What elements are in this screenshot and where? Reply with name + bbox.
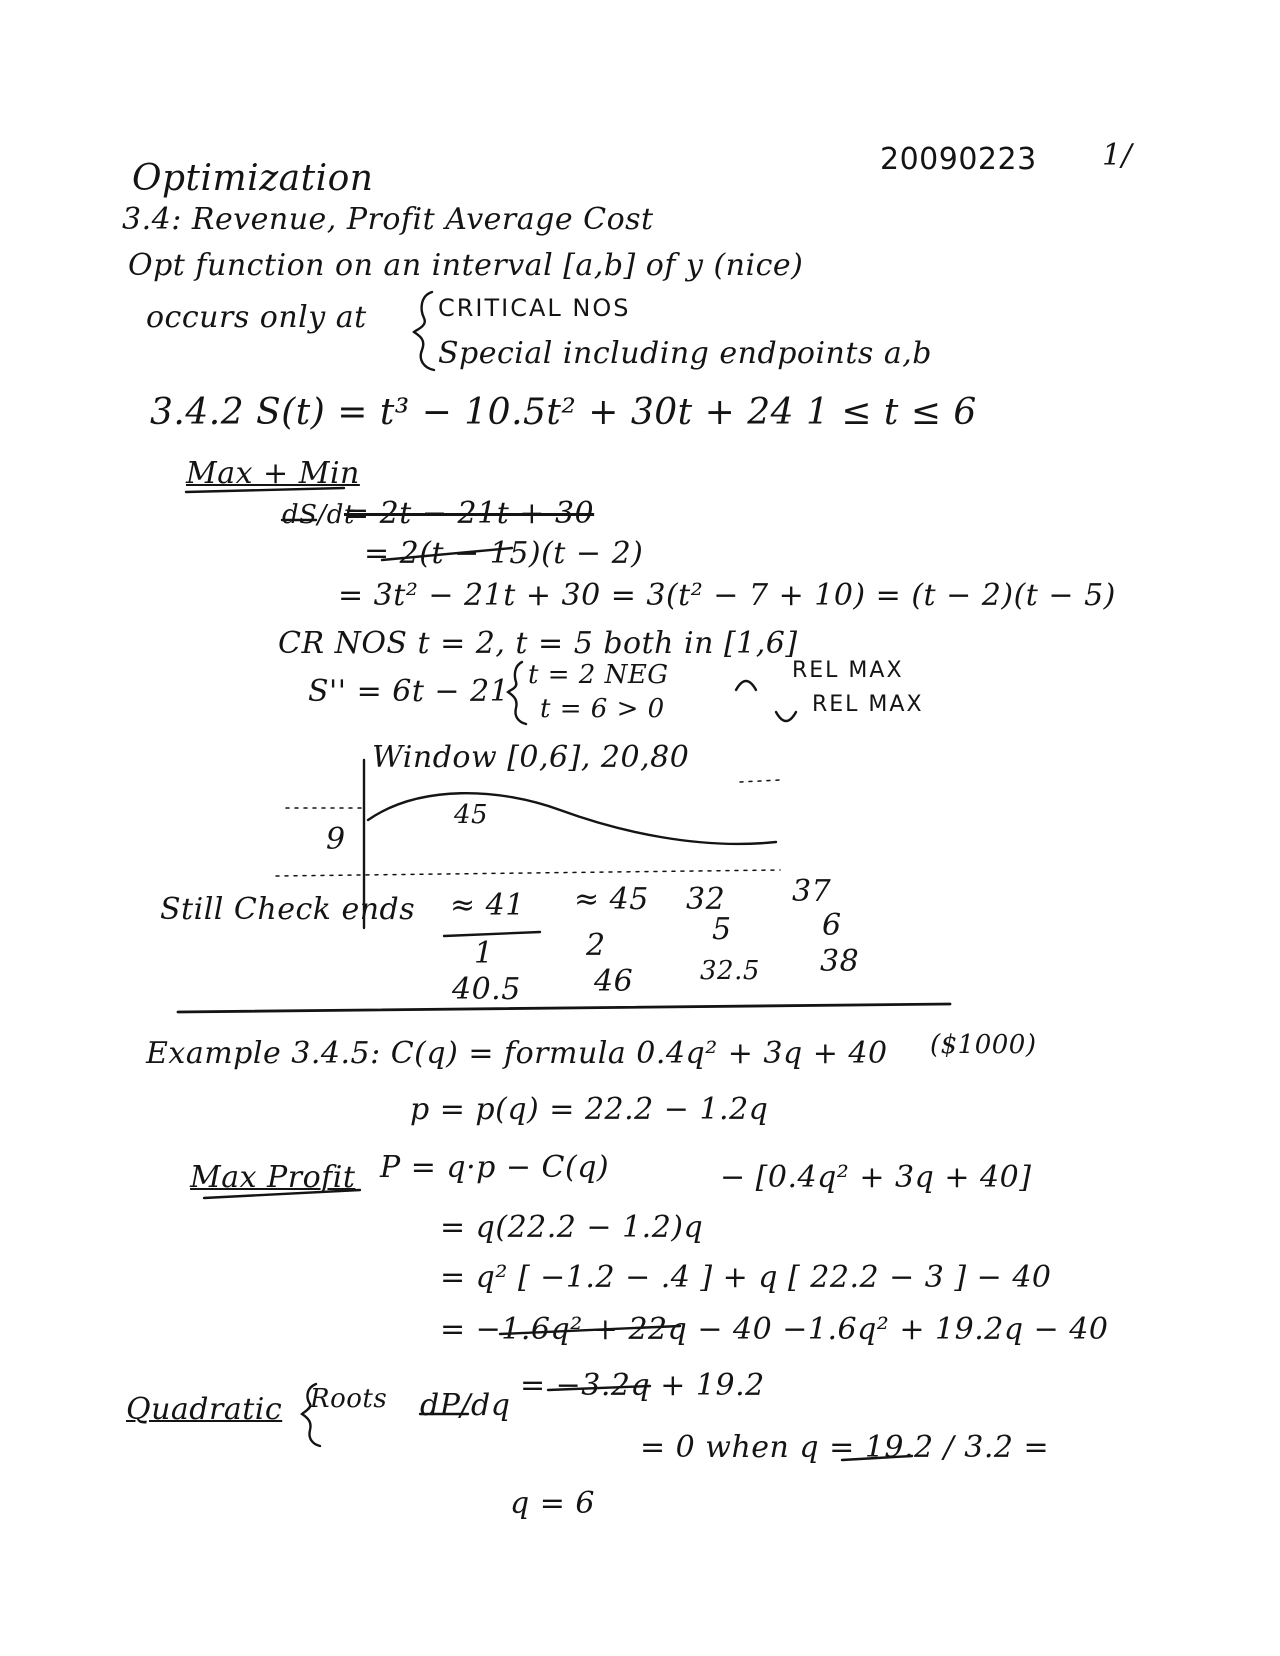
case-t6: t = 6 > 0 bbox=[540, 694, 665, 724]
endval-bottom-3: 32.5 bbox=[700, 956, 760, 986]
endval-bottom-4: 38 bbox=[820, 944, 860, 979]
example-342-heading: 3.4.2 S(t) = t³ − 10.5t² + 30t + 24 1 ≤ t ≤ 6 bbox=[150, 392, 977, 433]
profit-line-1: P = q·p − C(q) bbox=[380, 1150, 610, 1185]
strike-line-2 bbox=[382, 548, 512, 560]
concave-up-symbol bbox=[776, 712, 796, 721]
section-divider bbox=[178, 1004, 950, 1012]
profit-line-2: = q(22.2 − 1.2)q bbox=[440, 1210, 704, 1245]
strike-line-dp bbox=[548, 1386, 650, 1390]
profit-line-1b: − [0.4q² + 3q + 40] bbox=[720, 1160, 1032, 1195]
brace-cases bbox=[508, 662, 526, 724]
endval-top-3: 32 bbox=[686, 882, 726, 917]
date-stamp: 20090223 bbox=[880, 142, 1037, 177]
concave-down-symbol bbox=[736, 681, 756, 690]
section-heading: 3.4: Revenue, Profit Average Cost bbox=[122, 202, 654, 237]
roots-label: Roots bbox=[310, 1384, 388, 1414]
maxmin-underline bbox=[186, 488, 344, 492]
fraction-bar bbox=[842, 1456, 912, 1460]
graph-peak-label: 45 bbox=[454, 800, 489, 830]
case-t6-result: REL MAX bbox=[812, 692, 924, 717]
derivative-line-2: = 2(t − 15)(t − 2) bbox=[364, 536, 644, 571]
profit-line-3: = q² [ −1.2 − .4 ] + q [ 22.2 − 3 ] − 40 bbox=[440, 1260, 1052, 1295]
strike-line-4 bbox=[500, 1326, 680, 1334]
derivative-line-3: = 3t² − 21t + 30 = 3(t² − 7 + 10) = (t − 2)(t − 5) bbox=[338, 578, 1116, 613]
page-number: 1/ bbox=[1102, 138, 1133, 173]
dP-label: dP/dq bbox=[420, 1388, 511, 1423]
endval-underline-1 bbox=[444, 932, 540, 936]
page-title: Optimization bbox=[132, 158, 374, 199]
graph-dotted-right bbox=[740, 780, 780, 782]
graph-axis-label: 9 bbox=[326, 822, 346, 857]
maxprofit-underline bbox=[204, 1190, 360, 1198]
example-345-heading: Example 3.4.5: C(q) = formula 0.4q² + 3q + 40 bbox=[146, 1036, 888, 1071]
dP-line: = −3.2q + 19.2 bbox=[520, 1368, 765, 1403]
endval-top-1: ≈ 41 bbox=[450, 888, 525, 923]
critical-numbers-line: CR NOS t = 2, t = 5 both in [1,6] bbox=[278, 626, 798, 661]
maxmin-heading: Max + Min bbox=[186, 456, 360, 491]
window-label: Window [0,6], 20,80 bbox=[372, 740, 690, 775]
case-t2-result: REL MAX bbox=[792, 658, 904, 683]
q-result: q = 6 bbox=[510, 1486, 595, 1521]
price-line: p = p(q) = 22.2 − 1.2q bbox=[410, 1092, 769, 1127]
second-derivative: S'' = 6t − 21 bbox=[308, 674, 510, 709]
derivative-line-1: = 2t − 21t + 30 bbox=[344, 496, 595, 531]
quadratic-label: Quadratic bbox=[126, 1392, 283, 1427]
maxprofit-label: Max Profit bbox=[190, 1160, 356, 1195]
brace-critical-special bbox=[414, 292, 434, 370]
derivative-label: dS/dt bbox=[282, 500, 355, 530]
brace-item-special: Special including endpoints a,b bbox=[438, 336, 932, 371]
brace-item-critical: CRITICAL NOS bbox=[438, 294, 631, 322]
endval-t-4: 6 bbox=[822, 908, 842, 943]
endval-bottom-1: 40.5 bbox=[452, 972, 521, 1007]
occurs-only-at-label: occurs only at bbox=[146, 300, 367, 335]
still-check-ends: Still Check ends bbox=[160, 892, 416, 927]
profit-line-4: = −1.6q² + 22q − 40 −1.6q² + 19.2q − 40 bbox=[440, 1312, 1109, 1347]
units-label: ($1000) bbox=[930, 1030, 1037, 1060]
case-t2: t = 2 NEG bbox=[528, 660, 669, 690]
brace-roots bbox=[302, 1384, 320, 1446]
graph-dotted-bottom bbox=[276, 870, 780, 876]
endval-t-2: 2 bbox=[586, 928, 606, 963]
graph-curve bbox=[368, 793, 776, 844]
endval-top-2: ≈ 45 bbox=[574, 882, 649, 917]
opt-function-line: Opt function on an interval [a,b] of y (nice) bbox=[128, 248, 804, 283]
dP-zero: = 0 when q = 19.2 / 3.2 = bbox=[640, 1430, 1050, 1465]
endval-t-1: 1 bbox=[474, 936, 494, 971]
endval-bottom-2: 46 bbox=[594, 964, 634, 999]
endval-t-3: 5 bbox=[712, 912, 732, 947]
endval-top-4: 37 bbox=[792, 874, 832, 909]
